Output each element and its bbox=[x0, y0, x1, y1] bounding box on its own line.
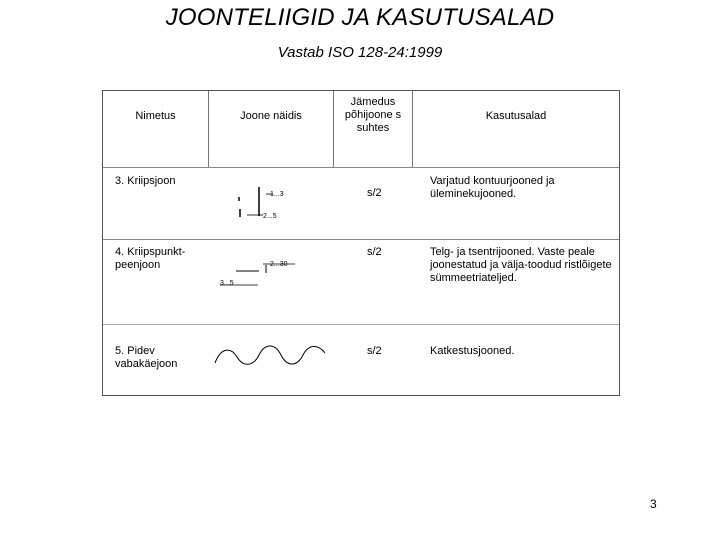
header-usage: Kasutusalad bbox=[485, 110, 547, 122]
dash-gap-dim: 1...3 bbox=[270, 191, 284, 198]
header-thickness: Jämedus põhijoone s suhtes bbox=[344, 96, 402, 134]
row-name: 5. Pidev vabakäejoon bbox=[115, 345, 178, 370]
row-usage: Katkestusjooned. bbox=[430, 345, 515, 357]
freehand-line-sample bbox=[103, 91, 621, 397]
row-thickness: s/2 bbox=[367, 246, 382, 258]
line-types-table bbox=[102, 90, 620, 396]
header-example: Joone näidis bbox=[240, 110, 302, 122]
row-name: 4. Kriipspunkt-peenjoon bbox=[115, 246, 186, 271]
page-subtitle: Vastab ISO 128-24:1999 bbox=[277, 44, 443, 61]
dash-length-dim: 2...5 bbox=[263, 213, 277, 220]
row-thickness: s/2 bbox=[367, 187, 382, 199]
page-title: JOONTELIIGID JA KASUTUSALAD bbox=[165, 4, 555, 31]
row-name: 3. Kriipsjoon bbox=[115, 175, 176, 187]
page-number: 3 bbox=[650, 497, 657, 511]
row-usage: Varjatud kontuurjooned ja üleminekujooned. bbox=[430, 175, 555, 200]
row-thickness: s/2 bbox=[367, 345, 382, 357]
header-name: Nimetus bbox=[135, 110, 176, 122]
row-usage: Telg- ja tsentrijooned. Vaste peale joonestatud ja välja-toodud ristlõigete sümmeetriateljed. bbox=[430, 246, 612, 284]
chain-gap-dim: 3...5 bbox=[220, 280, 234, 287]
chain-dash-dim: 2...30 bbox=[270, 261, 288, 268]
